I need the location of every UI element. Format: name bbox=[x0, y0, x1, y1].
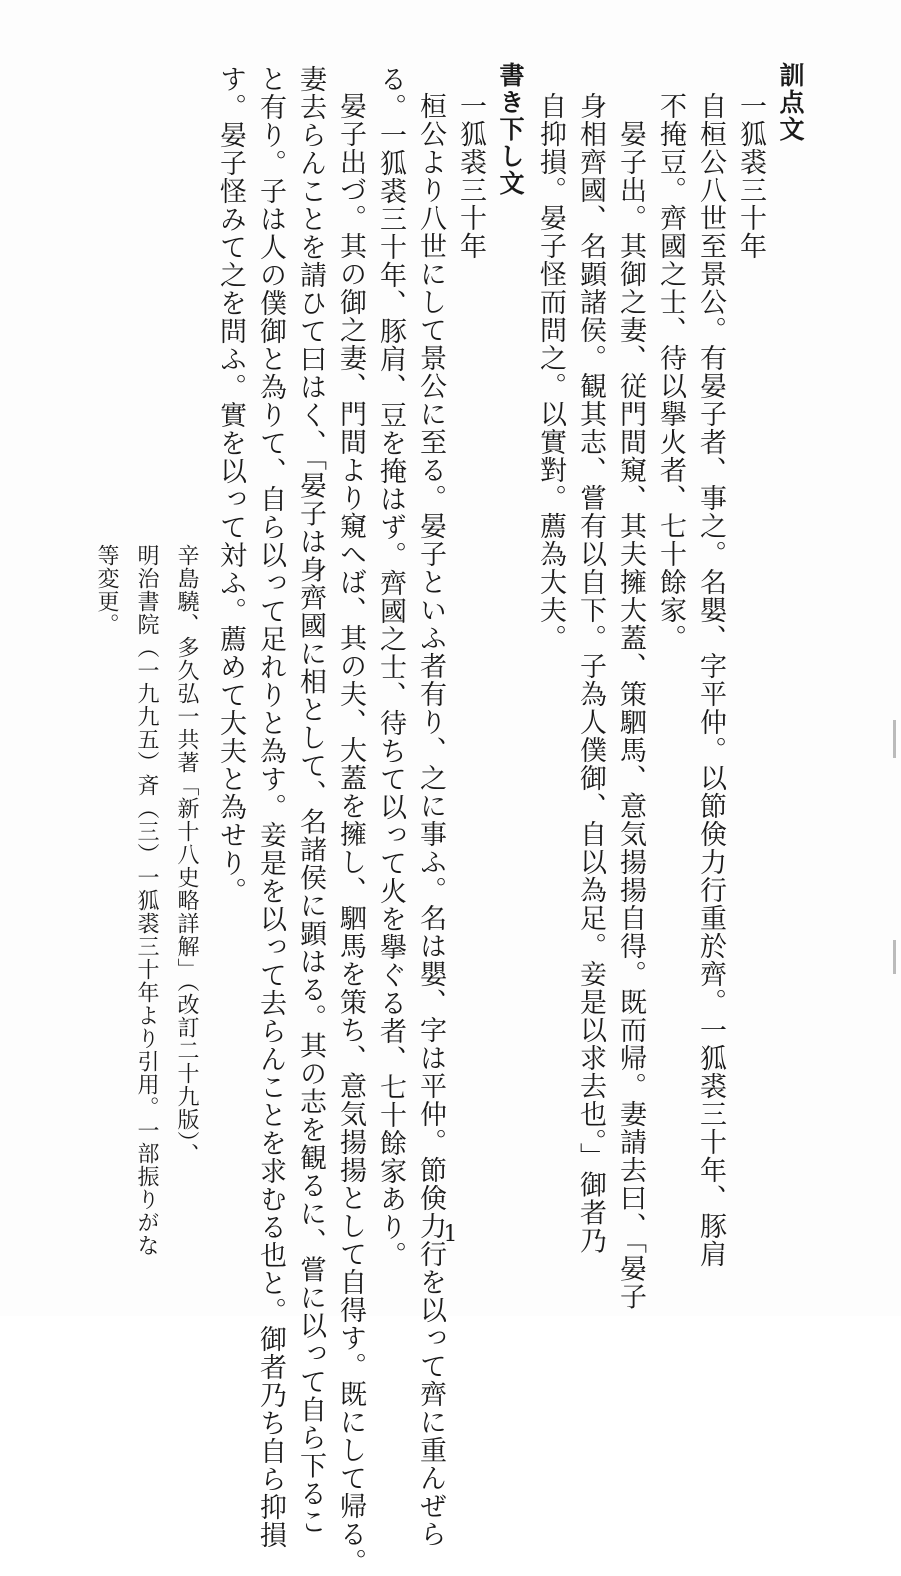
kunten-line-2: 不掩豆。齊國之士、待以擧火者、七十餘家。 bbox=[655, 92, 686, 652]
kakikudashi-line-4: 妻去らんことを請ひて曰はく、「晏子は身齊國に相として、名諸侯に顕はる。其の志を観るに、嘗に以って自ら下るこ bbox=[295, 65, 326, 1536]
kakikudashi-title-line: 一狐裘三十年 bbox=[455, 92, 486, 260]
kakikudashi-line-3: 晏子出づ。其の御之妻、門間より窺へば、其の夫、大蓋を擁し、駟馬を策ち、意気揚揚として自得す。既にして帰る。 bbox=[335, 92, 366, 1576]
kakikudashi-heading: 書き下し文 bbox=[496, 62, 525, 197]
kakikudashi-line-6: す。晏子怪みて之を問ふ。實を以って対ふ。薦めて大夫と為せり。 bbox=[215, 65, 246, 905]
kunten-line-3: 晏子出。其御之妻、従門間窺、其夫擁大蓋、策駟馬、意気揚揚自得。既而帰。妻請去曰、「晏子 bbox=[615, 120, 646, 1311]
kunten-title-line: 一狐裘三十年 bbox=[735, 92, 766, 260]
kakikudashi-line-5: と有り。子は人の僕御と為りて、自ら以って足れりと為す。妾是を以って去らんことを求むる也と。御者乃ち自ら抑損 bbox=[255, 65, 286, 1549]
kunten-line-1: 自桓公八世至景公。有晏子者、事之。名嬰、字平仲。以節倹力行重於齊。一狐裘三十年、豚肩 bbox=[695, 92, 726, 1268]
kakikudashi-line-2: る。一狐裘三十年、豚肩、豆を掩はず。齊國之士、待ちて以って火を擧ぐる者、七十餘家あり。 bbox=[375, 65, 406, 1269]
credit-line-3: 等変更。 bbox=[94, 544, 119, 636]
scan-edge-mark bbox=[893, 720, 896, 758]
kunten-heading: 訓点文 bbox=[776, 62, 805, 143]
credit-line-2: 明治書院（一九九五）斉（三）一狐裘三十年より引用。一部振りがな bbox=[134, 544, 159, 1257]
page-number: 1 bbox=[443, 1222, 458, 1247]
kakikudashi-line-1: 桓公より八世にして景公に至る。晏子といふ者有り、之に事ふ。名は嬰、字は平仲。節倹力行を以って齊に重んぜら bbox=[415, 92, 446, 1548]
scan-edge-mark bbox=[893, 940, 896, 974]
credit-line-1: 辛島驍、多久弘一共著「新十八史略詳解」（改訂二十九版）、 bbox=[174, 544, 199, 1166]
kunten-line-4: 身相齊國、名顕諸侯。観其志、嘗有以自下。子為人僕御、自以為足。妾是以求去也。」御者乃 bbox=[575, 92, 606, 1255]
kunten-line-5: 自抑損。晏子怪而問之。以實對。薦為大夫。 bbox=[535, 92, 566, 652]
